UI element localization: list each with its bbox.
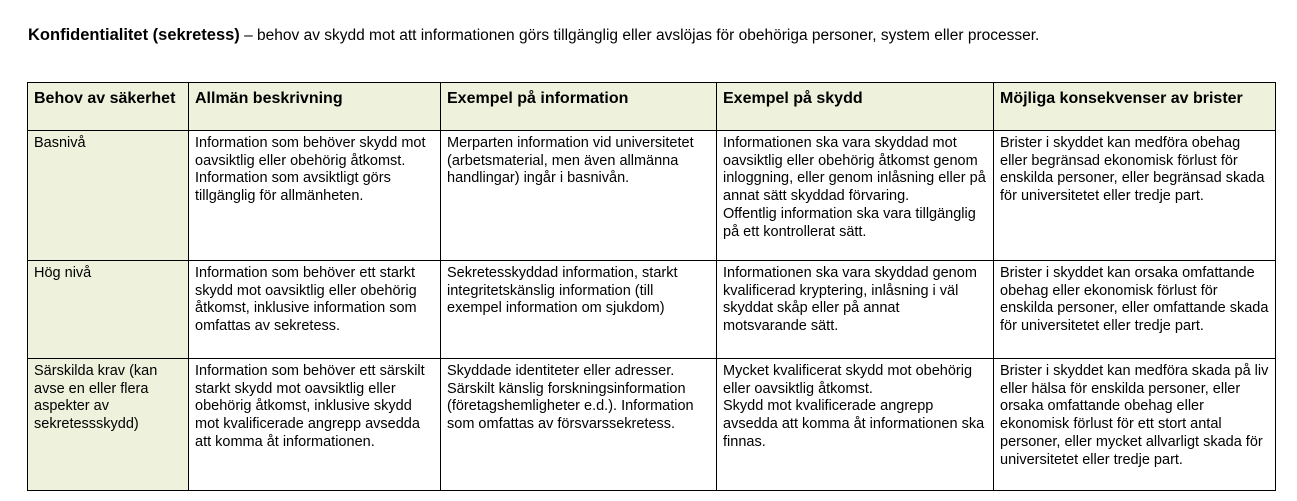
cell-level: Särskilda krav (kan avse en eller flera aspekter av sekretessskydd)	[28, 359, 189, 491]
cell-example-protection	[717, 261, 994, 359]
cell-example-information: Merparten information vid universitetet (arbetsmaterial, men även allmänna handlingar) ingår i basnivån.	[441, 131, 717, 261]
table-row	[28, 131, 1276, 261]
column-header-security-need: Behov av säkerhet	[28, 83, 189, 131]
table-row	[28, 359, 1276, 491]
cell-description: Information som behöver ett särskilt starkt skydd mot oavsiktlig eller obehörig åtkomst, inklusive skydd mot kvalificerade angrepp avsedda att komma åt informationen.	[189, 359, 441, 491]
cell-example-protection	[717, 359, 994, 491]
cell-description: Information som behöver ett starkt skydd mot oavsiktlig eller obehörig åtkomst, inklusive information som omfattas av sekretess.	[189, 261, 441, 359]
cell-example-protection	[717, 131, 994, 261]
heading-description: – behov av skydd mot att informationen görs tillgänglig eller avslöjas för obehöriga personer, system eller processer.	[239, 27, 1040, 44]
protection-line: Informationen ska vara skyddad mot oavsiktlig eller obehörig åtkomst genom inloggning, eller genom inlåsning eller på annat sätt skyddad förvaring.	[723, 135, 986, 205]
cell-level: Hög nivå	[28, 261, 189, 359]
column-header-example-information: Exempel på information	[441, 83, 717, 131]
column-header-consequences: Möjliga konsekvenser av brister	[994, 83, 1276, 131]
cell-example-information: Skyddade identiteter eller adresser. Särskilt känslig forskningsinformation (företagshemligheter e.d.). Information som omfattas av försvarssekretess.	[441, 359, 717, 491]
protection-line: Informationen ska vara skyddad genom kvalificerad kryptering, inlåsning i väl skyddat skåp eller på annat motsvarande sätt.	[723, 265, 977, 335]
column-header-general-description: Allmän beskrivning	[189, 83, 441, 131]
heading-title: Konfidentialitet (sekretess)	[28, 26, 240, 44]
cell-level: Basnivå	[28, 131, 189, 261]
cell-consequences: Brister i skyddet kan orsaka omfattande obehag eller ekonomisk förlust för enskilda personer, eller omfattande skada för universitetet eller tredje part.	[994, 261, 1276, 359]
table-header-row	[28, 83, 1276, 131]
protection-line: Offentlig information ska vara tillgänglig på ett kontrollerat sätt.	[723, 205, 976, 240]
protection-line: Mycket kvalificerat skydd mot obehörig eller oavsiktlig åtkomst.	[723, 363, 973, 397]
confidentiality-table	[27, 82, 1276, 491]
cell-example-information: Sekretesskyddad information, starkt integritetskänslig information (till exempel information om sjukdom)	[441, 261, 717, 359]
cell-description: Information som behöver skydd mot oavsiktlig eller obehörig åtkomst. Information som avsiktligt görs tillgänglig för allmänheten.	[189, 131, 441, 261]
page-heading	[28, 24, 1039, 47]
table-row	[28, 261, 1276, 359]
cell-consequences: Brister i skyddet kan medföra obehag eller begränsad ekonomisk förlust för enskilda personer, eller begränsad skada för universitetet eller tredje part.	[994, 131, 1276, 261]
cell-consequences: Brister i skyddet kan medföra skada på liv eller hälsa för enskilda personer, eller orsaka omfattande obehag eller ekonomisk förlust för ett stort antal personer, eller mycket allvarligt skada för universitetet eller tredje part.	[994, 359, 1276, 491]
column-header-example-protection: Exempel på skydd	[717, 83, 994, 131]
protection-line: Skydd mot kvalificerade angrepp avsedda att komma åt informationen ska finnas.	[723, 398, 985, 450]
